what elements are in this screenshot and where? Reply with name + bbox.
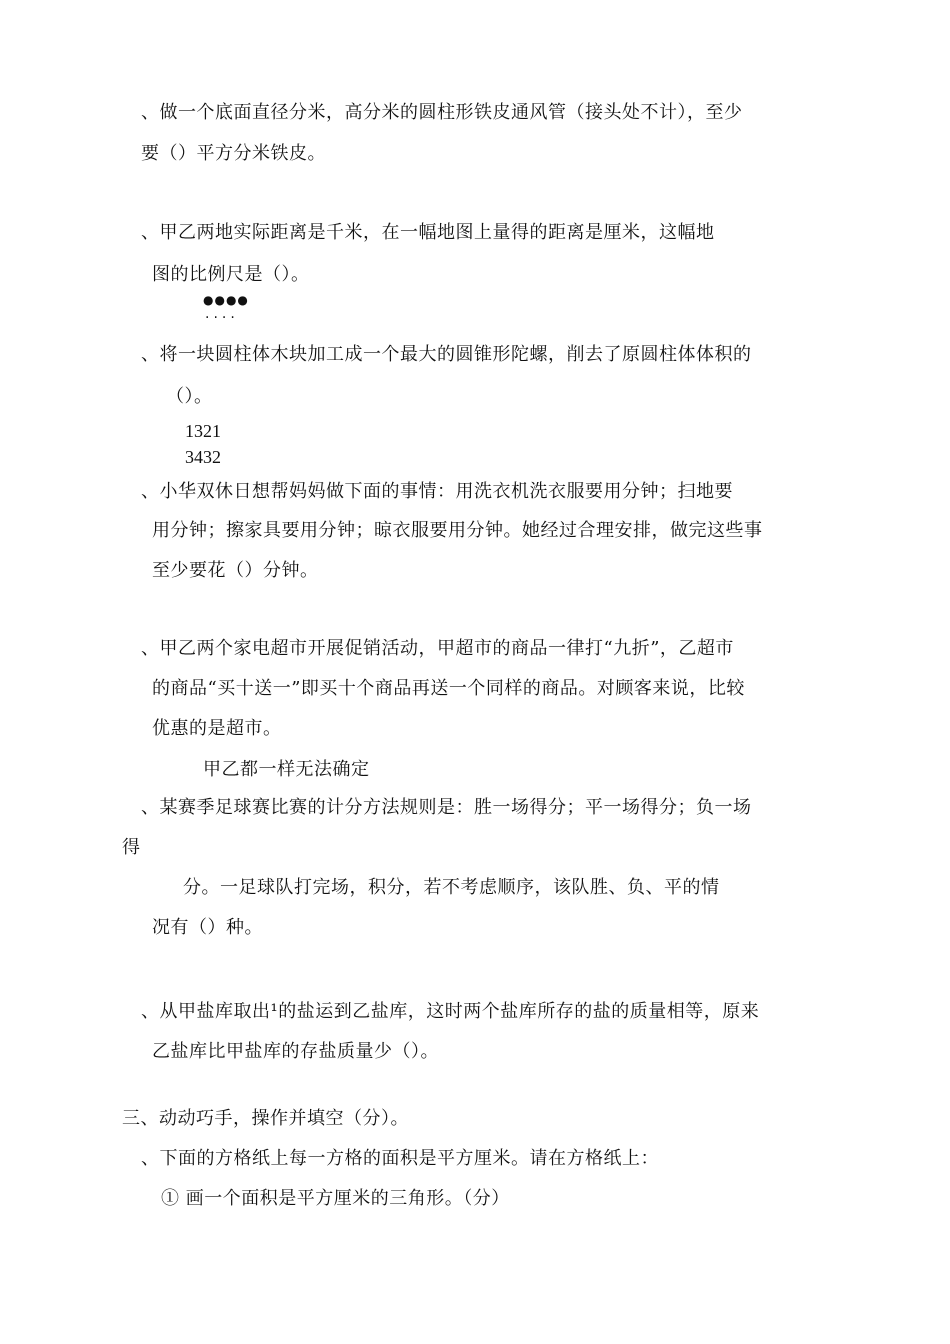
- fraction-denominators: 3432: [185, 447, 221, 467]
- q7-line-1: 、从甲盐库取出¹的盐运到乙盐库，这时两个盐库所存的盐的质量相等，原来: [141, 1001, 760, 1022]
- q6-line-1: 、某赛季足球赛比赛的计分方法规则是：胜一场得分；平一场得分；负一场: [141, 797, 752, 818]
- q5-line-3: 优惠的是超市。: [152, 718, 282, 739]
- q6-line-2: 得: [122, 837, 141, 858]
- q1-line-2: 要（）平方分米铁皮。: [141, 143, 326, 164]
- q3-line-2: （）。: [166, 386, 213, 407]
- q6-line-3: 分。一足球队打完场，积分，若不考虑顺序，该队胜、负、平的情: [183, 877, 720, 898]
- q5-options: 甲乙都一样无法确定: [203, 759, 370, 780]
- q2-line-1: 、甲乙两地实际距离是千米，在一幅地图上量得的距离是厘米，这幅地: [141, 222, 715, 243]
- q1-line-1: 、做一个底面直径分米，高分米的圆柱形铁皮通风管（接头处不计），至少: [141, 102, 743, 123]
- section-3-item-1: 、下面的方格纸上每一方格的面积是平方厘米。请在方格纸上：: [141, 1148, 659, 1169]
- q2-line-2: 图的比例尺是（）。: [152, 264, 310, 285]
- q6-line-4: 况有（）种。: [152, 917, 263, 938]
- section-3-sub-1: ① 画一个面积是平方厘米的三角形。（分）: [161, 1188, 510, 1209]
- q3-line-1: 、将一块圆柱体木块加工成一个最大的圆锥形陀螺，削去了原圆柱体体积的: [141, 344, 752, 365]
- q5-line-1: 、甲乙两个家电超市开展促销活动，甲超市的商品一律打“九折”，乙超市: [141, 638, 734, 659]
- q4-line-3: 至少要花（）分钟。: [152, 560, 319, 581]
- emphasis-dots-small: ····: [205, 310, 239, 326]
- q4-line-1: 、小华双休日想帮妈妈做下面的事情：用洗衣机洗衣服要用分钟；扫地要: [141, 481, 733, 502]
- fraction-numerators: 1321: [185, 421, 221, 441]
- q5-line-2: 的商品“买十送一”即买十个商品再送一个同样的商品。对顾客来说，比较: [152, 678, 745, 699]
- q4-line-2: 用分钟；擦家具要用分钟；晾衣服要用分钟。她经过合理安排，做完这些事: [152, 520, 763, 541]
- emphasis-dots: ●●●●: [203, 293, 249, 307]
- q7-line-2: 乙盐库比甲盐库的存盐质量少（）。: [152, 1041, 439, 1062]
- section-3-title: 三、动动巧手，操作并填空（分）。: [122, 1108, 409, 1129]
